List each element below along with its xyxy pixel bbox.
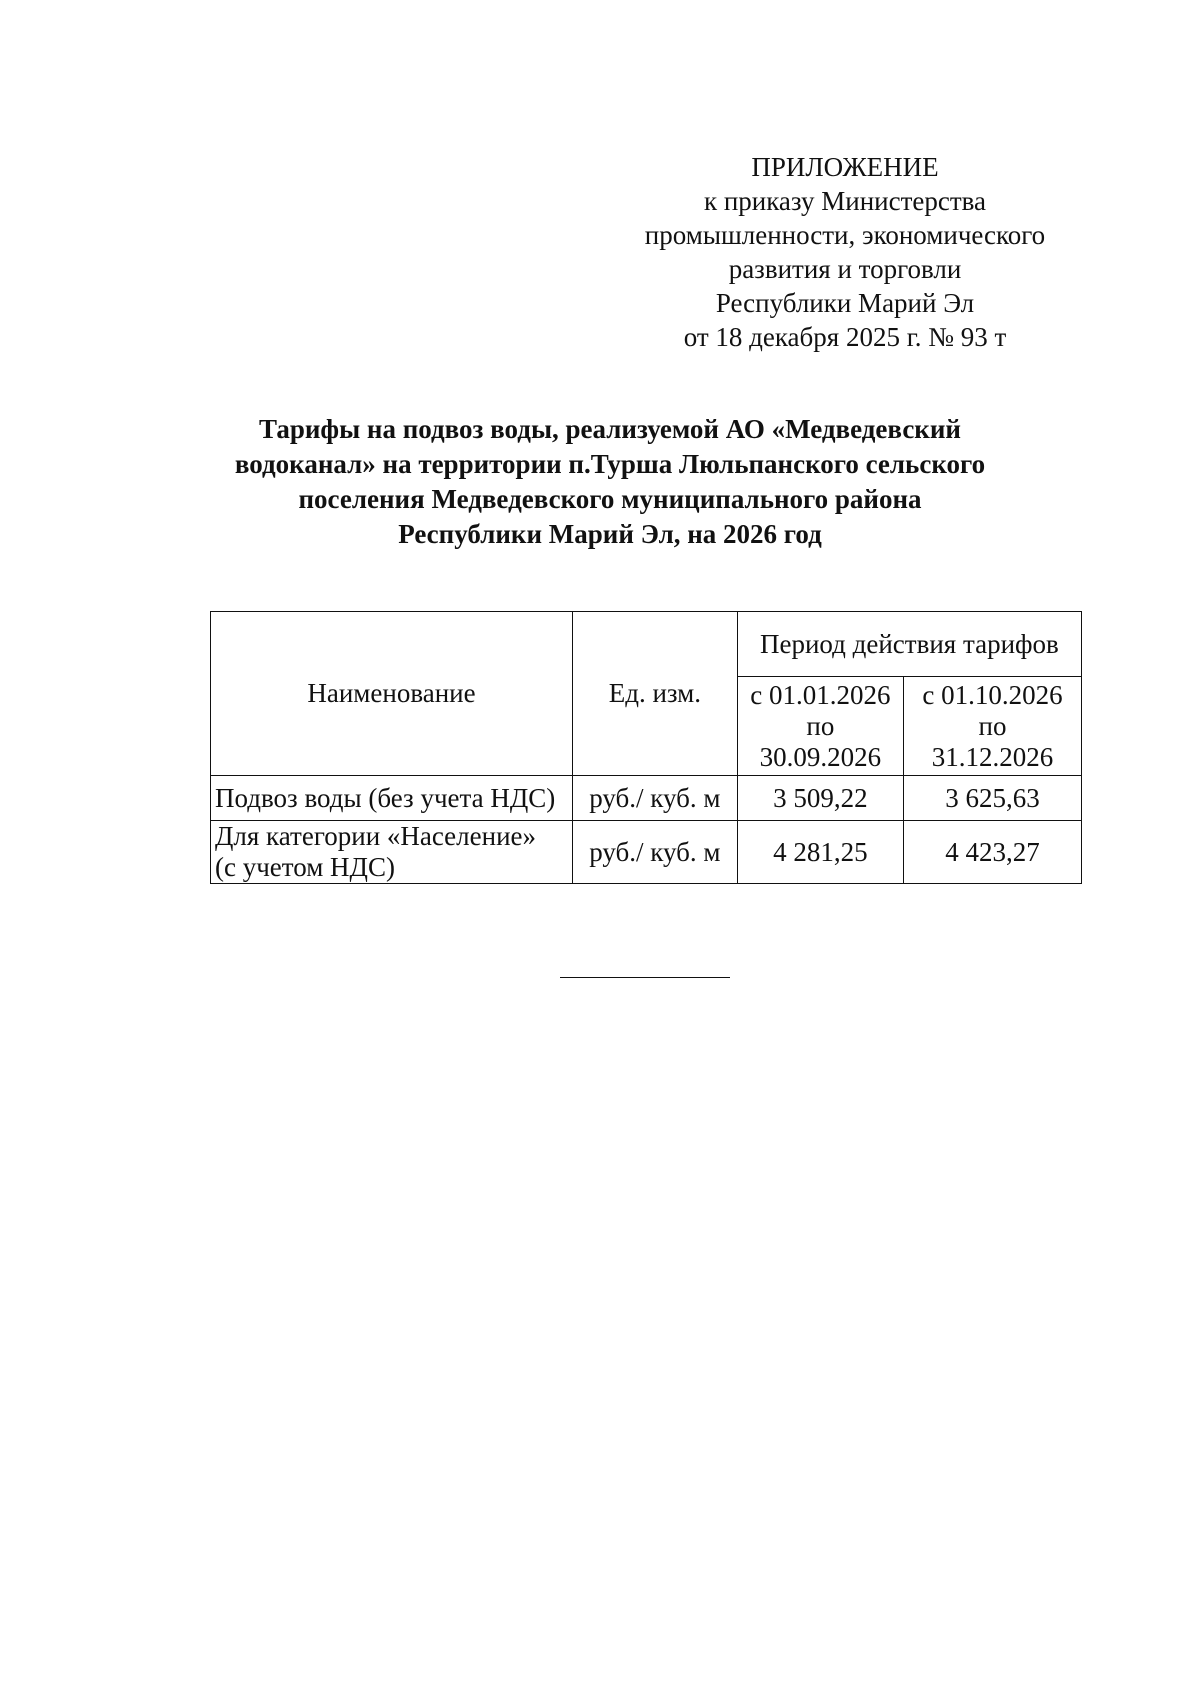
header-period-1 (737, 677, 903, 776)
closing-rule-divider (560, 977, 730, 978)
period-1-from: с 01.01.2026 (750, 679, 891, 710)
table-header-row (211, 612, 1082, 677)
appendix-line: Республики Марий Эл (715, 288, 975, 318)
appendix-line: к приказу Министерства (703, 186, 987, 216)
row-value-period-2: 4 423,27 (904, 821, 1082, 884)
document-title (160, 412, 1060, 552)
tariff-table (210, 611, 1082, 884)
period-2-from: с 01.10.2026 (922, 679, 1063, 710)
appendix-heading: ПРИЛОЖЕНИЕ (751, 152, 939, 182)
header-name: Наименование (211, 612, 573, 776)
period-1-by: по (806, 710, 835, 741)
row-value-period-1: 4 281,25 (737, 821, 903, 884)
header-period-2 (904, 677, 1082, 776)
row-name: Подвоз воды (без учета НДС) (211, 776, 573, 821)
appendix-order-date: от 18 декабря 2025 г. № 93 т (683, 322, 1007, 352)
period-1-to: 30.09.2026 (759, 741, 882, 772)
period-2-by: по (978, 710, 1007, 741)
row-unit: руб./ куб. м (572, 776, 737, 821)
appendix-block (610, 150, 1080, 354)
appendix-line: промышленности, экономического (644, 220, 1046, 250)
appendix-line: развития и торговли (728, 254, 962, 284)
table-row (211, 776, 1082, 821)
row-name-line: Для категории «Население» (215, 821, 537, 851)
row-value-period-1: 3 509,22 (737, 776, 903, 821)
header-unit: Ед. изм. (572, 612, 737, 776)
row-unit: руб./ куб. м (572, 821, 737, 884)
title-line: поселения Медведевского муниципального района (298, 484, 922, 514)
header-period-group: Период действия тарифов (737, 612, 1081, 677)
table-row (211, 821, 1082, 884)
period-2-to: 31.12.2026 (931, 741, 1054, 772)
row-name-line: (с учетом НДС) (215, 852, 395, 882)
title-line: Республики Марий Эл, на 2026 год (398, 519, 822, 549)
row-name (211, 821, 573, 884)
title-line: водоканал» на территории п.Турша Люльпанского сельского (234, 449, 986, 479)
title-line: Тарифы на подвоз воды, реализуемой АО «Медведевский (259, 414, 961, 444)
row-value-period-2: 3 625,63 (904, 776, 1082, 821)
